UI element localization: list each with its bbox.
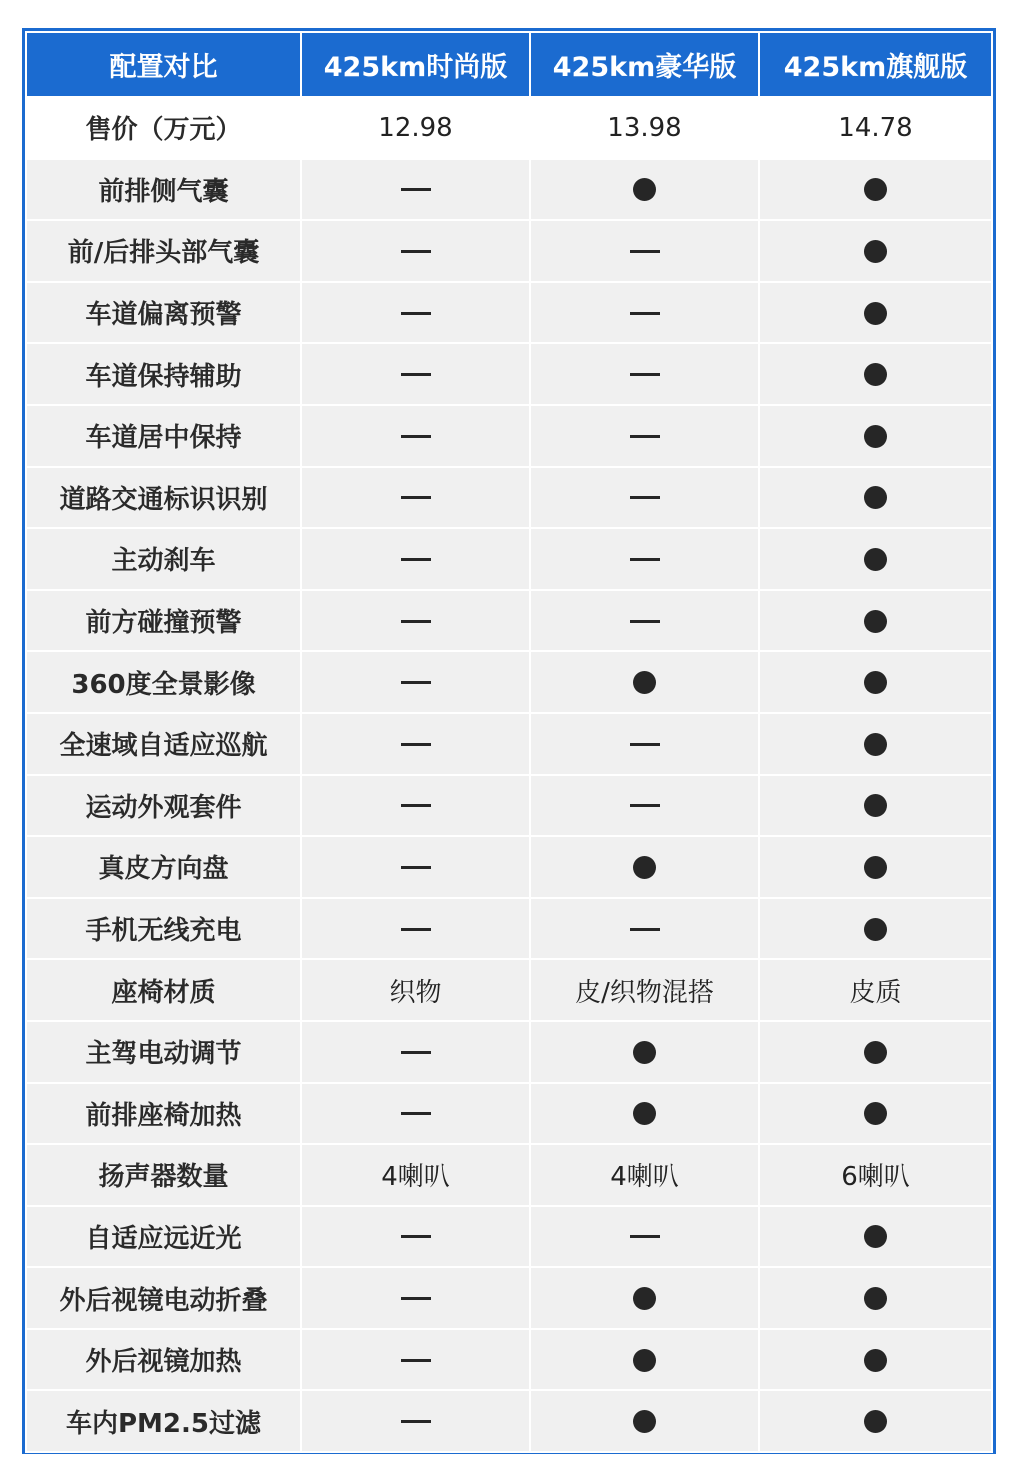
feature-label: 主动刹车 [27,529,300,589]
trim-value-cell [531,837,758,897]
dash-icon [401,373,431,376]
trim-value-cell [760,98,991,158]
filled-circle-dot-icon [633,178,656,201]
trim-value-cell [760,776,991,836]
trim-value-text: 4喇叭 [381,1162,450,1193]
filled-circle-dot-icon [864,610,887,633]
filled-circle-dot-icon [633,1349,656,1372]
trim-value-text: 14.78 [838,112,913,143]
table-row [27,529,991,589]
table-body [27,98,991,1451]
trim-value-text: 皮/织物混搭 [575,977,714,1008]
filled-circle-dot-icon [864,1041,887,1064]
table-row [27,406,991,466]
header-feature-column: 配置对比 [27,33,300,96]
trim-value-cell [302,221,529,281]
table-row [27,1268,991,1328]
filled-circle-dot-icon [633,671,656,694]
feature-label: 全速域自适应巡航 [27,714,300,774]
trim-value-cell [302,283,529,343]
filled-circle-dot-icon [864,1102,887,1125]
trim-value-cell [760,960,991,1020]
feature-label: 真皮方向盘 [27,837,300,897]
table-row [27,1330,991,1390]
trim-value-cell [760,160,991,220]
trim-value-text: 13.98 [607,112,682,143]
header-trim-luxury: 425km豪华版 [531,33,758,96]
trim-value-cell [531,1330,758,1390]
table-row [27,221,991,281]
feature-label: 外后视镜电动折叠 [27,1268,300,1328]
filled-circle-dot-icon [864,425,887,448]
trim-value-cell [531,1022,758,1082]
feature-label: 售价（万元） [27,98,300,158]
filled-circle-dot-icon [864,178,887,201]
trim-value-cell [531,221,758,281]
filled-circle-dot-icon [864,548,887,571]
dash-icon [401,1235,431,1238]
trim-value-cell [760,652,991,712]
trim-value-cell [760,1268,991,1328]
filled-circle-dot-icon [864,671,887,694]
filled-circle-dot-icon [864,363,887,386]
feature-label: 外后视镜加热 [27,1330,300,1390]
trim-value-cell [531,1207,758,1267]
trim-value-cell [760,1022,991,1082]
feature-label: 道路交通标识识别 [27,468,300,528]
dash-icon [401,743,431,746]
dash-icon [401,681,431,684]
feature-label: 车道保持辅助 [27,344,300,404]
dash-icon [630,312,660,315]
trim-value-cell [302,1207,529,1267]
filled-circle-dot-icon [864,240,887,263]
trim-value-cell [302,1084,529,1144]
filled-circle-dot-icon [633,1041,656,1064]
trim-value-cell [302,529,529,589]
trim-value-cell [302,1330,529,1390]
trim-value-cell [760,283,991,343]
table-row [27,98,991,158]
table-header [27,33,991,96]
trim-value-cell [531,283,758,343]
dash-icon [630,250,660,253]
table-row [27,899,991,959]
trim-value-text: 4喇叭 [610,1162,679,1193]
feature-label: 手机无线充电 [27,899,300,959]
trim-value-cell [531,160,758,220]
trim-value-cell [531,652,758,712]
filled-circle-dot-icon [633,1102,656,1125]
trim-value-cell [760,1330,991,1390]
filled-circle-dot-icon [633,856,656,879]
trim-value-cell [302,160,529,220]
table-row [27,837,991,897]
trim-value-cell [760,406,991,466]
dash-icon [401,188,431,191]
trim-value-cell [531,1391,758,1451]
dash-icon [630,620,660,623]
dash-icon [630,496,660,499]
trim-value-cell [760,837,991,897]
feature-label: 车内PM2.5过滤 [27,1391,300,1451]
table-row [27,160,991,220]
trim-value-cell [531,960,758,1020]
header-trim-flagship: 425km旗舰版 [760,33,991,96]
trim-value-cell [760,221,991,281]
trim-value-cell [531,899,758,959]
dash-icon [630,804,660,807]
trim-value-cell [302,98,529,158]
feature-label: 前排座椅加热 [27,1084,300,1144]
trim-value-cell [531,591,758,651]
filled-circle-dot-icon [864,486,887,509]
dash-icon [630,558,660,561]
trim-value-text: 织物 [389,977,442,1008]
table-row [27,1022,991,1082]
feature-label: 360度全景影像 [27,652,300,712]
trim-value-cell [302,1022,529,1082]
table-row [27,652,991,712]
dash-icon [401,435,431,438]
dash-icon [401,250,431,253]
trim-value-cell [760,591,991,651]
trim-value-cell [302,468,529,528]
dash-icon [401,866,431,869]
trim-value-cell [302,591,529,651]
dash-icon [630,928,660,931]
table-row [27,1207,991,1267]
trim-value-cell [302,1391,529,1451]
dash-icon [401,1051,431,1054]
filled-circle-dot-icon [864,794,887,817]
filled-circle-dot-icon [864,302,887,325]
feature-label: 自适应远近光 [27,1207,300,1267]
trim-value-cell [531,714,758,774]
table-row [27,960,991,1020]
feature-label: 运动外观套件 [27,776,300,836]
trim-value-cell [302,899,529,959]
dash-icon [401,1112,431,1115]
trim-value-cell [302,652,529,712]
trim-value-cell [760,529,991,589]
dash-icon [401,1297,431,1300]
filled-circle-dot-icon [864,733,887,756]
trim-value-cell [760,468,991,528]
trim-value-cell [531,344,758,404]
table-row [27,714,991,774]
table-row [27,344,991,404]
trim-value-cell [302,714,529,774]
header-row [27,33,991,96]
dash-icon [401,804,431,807]
feature-label: 前/后排头部气囊 [27,221,300,281]
filled-circle-dot-icon [864,1349,887,1372]
trim-value-text: 皮质 [849,977,902,1008]
trim-value-cell [302,837,529,897]
feature-label: 车道居中保持 [27,406,300,466]
trim-value-cell [531,1084,758,1144]
filled-circle-dot-icon [864,856,887,879]
feature-label: 扬声器数量 [27,1145,300,1205]
table-row [27,1145,991,1205]
spec-comparison-frame [22,28,996,1454]
dash-icon [401,1420,431,1423]
dash-icon [401,928,431,931]
filled-circle-dot-icon [864,1225,887,1248]
filled-circle-dot-icon [864,1287,887,1310]
spec-comparison-table [25,31,993,1453]
trim-value-cell [302,344,529,404]
trim-value-cell [760,1145,991,1205]
filled-circle-dot-icon [864,1410,887,1433]
trim-value-cell [531,776,758,836]
feature-label: 主驾电动调节 [27,1022,300,1082]
dash-icon [401,496,431,499]
feature-label: 座椅材质 [27,960,300,1020]
trim-value-cell [302,776,529,836]
table-row [27,1391,991,1451]
trim-value-cell [760,714,991,774]
trim-value-cell [531,1268,758,1328]
filled-circle-dot-icon [864,918,887,941]
trim-value-cell [302,1268,529,1328]
table-row [27,776,991,836]
dash-icon [401,1359,431,1362]
trim-value-cell [760,899,991,959]
table-row [27,591,991,651]
trim-value-cell [302,406,529,466]
dash-icon [401,620,431,623]
feature-label: 车道偏离预警 [27,283,300,343]
table-row [27,283,991,343]
filled-circle-dot-icon [633,1410,656,1433]
filled-circle-dot-icon [633,1287,656,1310]
dash-icon [401,558,431,561]
table-row [27,468,991,528]
dash-icon [630,1235,660,1238]
trim-value-cell [760,344,991,404]
trim-value-cell [302,1145,529,1205]
trim-value-cell [302,960,529,1020]
feature-label: 前方碰撞预警 [27,591,300,651]
feature-label: 前排侧气囊 [27,160,300,220]
table-row [27,1084,991,1144]
dash-icon [401,312,431,315]
trim-value-cell [760,1207,991,1267]
trim-value-cell [531,529,758,589]
header-trim-fashion: 425km时尚版 [302,33,529,96]
dash-icon [630,743,660,746]
trim-value-cell [531,98,758,158]
trim-value-cell [531,406,758,466]
trim-value-text: 6喇叭 [841,1162,910,1193]
trim-value-text: 12.98 [378,112,453,143]
trim-value-cell [760,1391,991,1451]
trim-value-cell [760,1084,991,1144]
dash-icon [630,435,660,438]
dash-icon [630,373,660,376]
trim-value-cell [531,468,758,528]
trim-value-cell [531,1145,758,1205]
